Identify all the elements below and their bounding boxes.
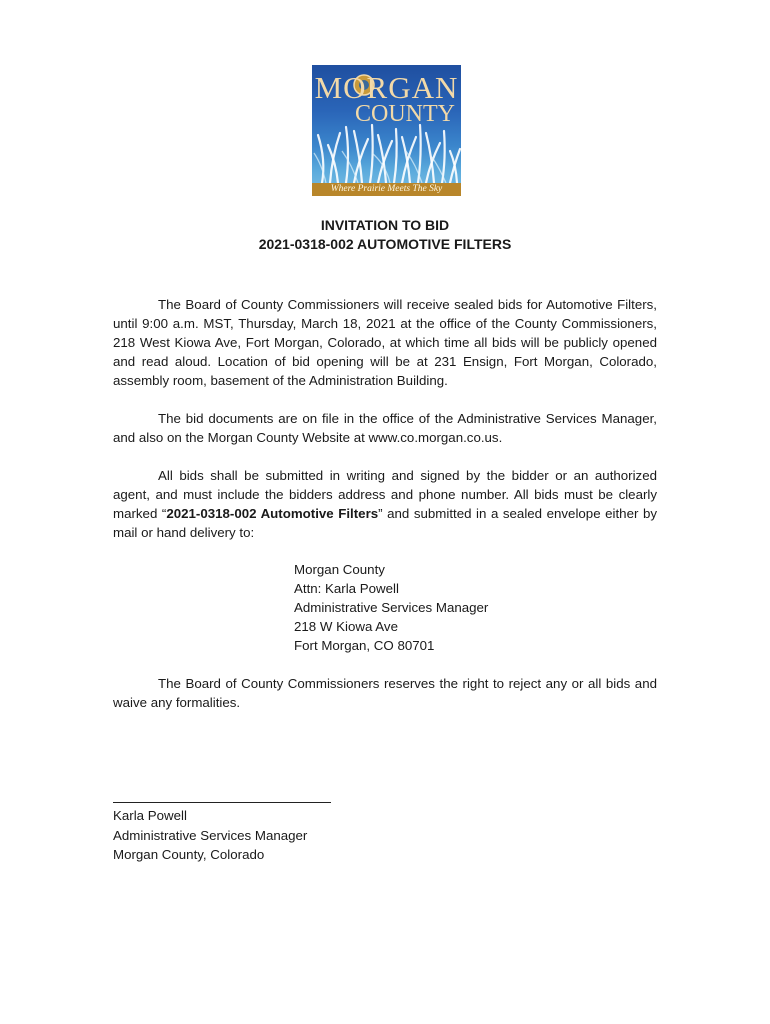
address-line: Fort Morgan, CO 80701 [294, 638, 435, 653]
address-line: 218 W Kiowa Ave [294, 619, 398, 634]
logo-word-county: COUNTY [355, 101, 455, 127]
signature-line [113, 802, 331, 803]
signer-name: Karla Powell [113, 808, 187, 823]
paragraph-bid-documents: The bid documents are on file in the office of the Administrative Services Manager, and also on the Morgan County Website at www.co.morgan.co.us. [113, 411, 657, 445]
address-line: Morgan County [294, 562, 385, 577]
paragraph-submission [113, 466, 657, 542]
paragraph-bid-notice: The Board of County Commissioners will receive sealed bids for Automotive Filters, until 9:00 a.m. MST, Thursday, March 18, 2021 at the office of the County Commissioners, 218 West Kiowa Ave, Fort Morgan, Colorado, at which time all bids will be publicly opened and read aloud. Location of bid opening will be at 231 Ensign, Fort Morgan, Colorado, assembly room, basement of the Administration Building. [113, 297, 657, 388]
signer-organization: Morgan County, Colorado [113, 847, 265, 862]
signature-block [113, 806, 307, 865]
submission-text-start: All bids shall be submitted in writing and signed by the bidder or an authorized agent, and must include the bidders address and phone number. All bids must be clearly marked “ [113, 468, 657, 521]
paragraph-reservation: The Board of County Commissioners reserves the right to reject any or all bids and waive any formalities. [113, 676, 657, 710]
address-line: Administrative Services Manager [294, 600, 489, 615]
logo-word-morgan: MORGAN [314, 70, 459, 105]
morgan-county-logo [312, 65, 461, 196]
address-line: Attn: Karla Powell [294, 581, 399, 596]
signer-title: Administrative Services Manager [113, 827, 308, 843]
submission-text-end: ” and submitted in a sealed envelope either by mail or hand delivery to: [113, 506, 657, 540]
document-subtitle: 2021-0318-002 AUTOMOTIVE FILTERS [258, 236, 512, 252]
bid-marking-text: 2021-0318-002 Automotive Filters [166, 506, 379, 521]
mailing-address [294, 560, 488, 655]
logo-tagline: Where Prairie Meets The Sky [312, 183, 461, 196]
document-title: INVITATION TO BID [320, 217, 450, 233]
